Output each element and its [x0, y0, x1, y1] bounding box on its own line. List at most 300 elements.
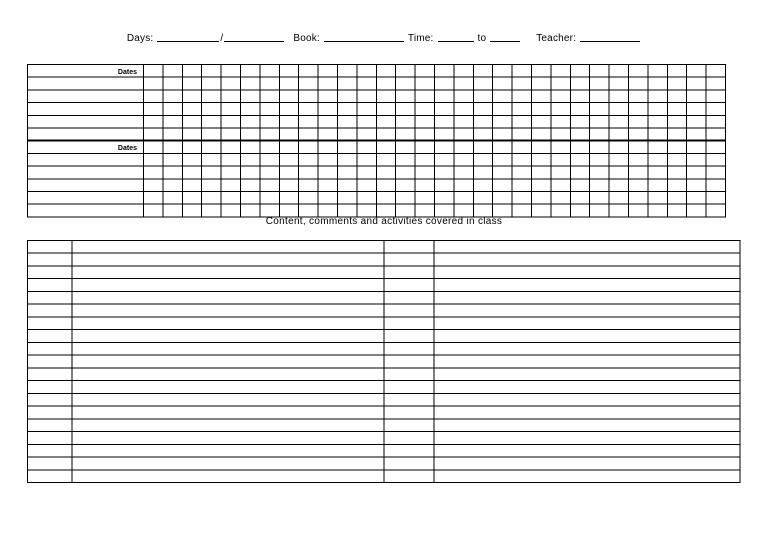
attendance-cell[interactable]: [667, 179, 686, 192]
log-comments-cell[interactable]: [434, 304, 740, 317]
attendance-cell[interactable]: [493, 77, 512, 90]
attendance-cell[interactable]: [667, 90, 686, 103]
attendance-cell[interactable]: [648, 166, 667, 179]
attendance-cell[interactable]: [260, 90, 279, 103]
log-page-cell[interactable]: [384, 368, 434, 381]
attendance-cell[interactable]: [144, 179, 163, 192]
attendance-cell[interactable]: [396, 103, 415, 116]
attendance-cell[interactable]: [667, 115, 686, 128]
log-content-cell[interactable]: [72, 317, 384, 330]
attendance-cell[interactable]: [629, 115, 648, 128]
attendance-cell[interactable]: [318, 90, 337, 103]
attendance-cell[interactable]: [667, 204, 686, 217]
attendance-cell[interactable]: [532, 103, 551, 116]
attendance-cell[interactable]: [609, 115, 628, 128]
attendance-cell[interactable]: [570, 90, 589, 103]
log-comments-cell[interactable]: [434, 457, 740, 470]
log-page-cell[interactable]: [384, 253, 434, 266]
log-comments-cell[interactable]: [434, 393, 740, 406]
attendance-cell[interactable]: [279, 166, 298, 179]
attendance-cell[interactable]: [493, 153, 512, 166]
attendance-cell[interactable]: [163, 204, 182, 217]
attendance-cell[interactable]: [629, 204, 648, 217]
attendance-cell[interactable]: [609, 128, 628, 141]
log-date-cell[interactable]: [28, 291, 73, 304]
attendance-cell[interactable]: [299, 128, 318, 141]
attendance-cell[interactable]: [551, 192, 570, 205]
attendance-cell[interactable]: [551, 179, 570, 192]
attendance-cell[interactable]: [435, 192, 454, 205]
attendance-cell[interactable]: [338, 204, 357, 217]
date-cell[interactable]: [299, 141, 318, 154]
attendance-cell[interactable]: [667, 166, 686, 179]
log-content-cell[interactable]: [72, 457, 384, 470]
attendance-cell[interactable]: [454, 128, 473, 141]
attendance-cell[interactable]: [590, 90, 609, 103]
attendance-cell[interactable]: [512, 128, 531, 141]
attendance-cell[interactable]: [454, 179, 473, 192]
date-cell[interactable]: [648, 65, 667, 78]
attendance-cell[interactable]: [318, 103, 337, 116]
attendance-cell[interactable]: [221, 77, 240, 90]
attendance-cell[interactable]: [667, 103, 686, 116]
student-name-cell[interactable]: [28, 153, 144, 166]
attendance-cell[interactable]: [551, 166, 570, 179]
log-content-cell[interactable]: [72, 470, 384, 483]
date-cell[interactable]: [590, 65, 609, 78]
attendance-cell[interactable]: [415, 115, 434, 128]
log-content-cell[interactable]: [72, 381, 384, 394]
log-content-cell[interactable]: [72, 419, 384, 432]
attendance-cell[interactable]: [338, 128, 357, 141]
log-date-cell[interactable]: [28, 432, 73, 445]
attendance-cell[interactable]: [279, 77, 298, 90]
attendance-cell[interactable]: [473, 153, 492, 166]
date-cell[interactable]: [376, 141, 395, 154]
attendance-cell[interactable]: [590, 192, 609, 205]
attendance-cell[interactable]: [590, 153, 609, 166]
attendance-cell[interactable]: [473, 204, 492, 217]
attendance-cell[interactable]: [202, 192, 221, 205]
date-cell[interactable]: [396, 141, 415, 154]
attendance-cell[interactable]: [202, 179, 221, 192]
attendance-cell[interactable]: [648, 103, 667, 116]
attendance-cell[interactable]: [551, 90, 570, 103]
attendance-cell[interactable]: [454, 204, 473, 217]
attendance-cell[interactable]: [687, 103, 706, 116]
log-date-cell[interactable]: [28, 330, 73, 343]
attendance-cell[interactable]: [338, 90, 357, 103]
attendance-cell[interactable]: [202, 103, 221, 116]
attendance-cell[interactable]: [570, 204, 589, 217]
date-cell[interactable]: [279, 141, 298, 154]
log-date-cell[interactable]: [28, 342, 73, 355]
attendance-cell[interactable]: [318, 153, 337, 166]
attendance-cell[interactable]: [512, 103, 531, 116]
attendance-cell[interactable]: [318, 179, 337, 192]
attendance-cell[interactable]: [241, 128, 260, 141]
date-cell[interactable]: [687, 141, 706, 154]
attendance-cell[interactable]: [532, 115, 551, 128]
attendance-cell[interactable]: [144, 115, 163, 128]
log-comments-cell[interactable]: [434, 279, 740, 292]
attendance-cell[interactable]: [221, 192, 240, 205]
attendance-cell[interactable]: [590, 166, 609, 179]
attendance-cell[interactable]: [318, 77, 337, 90]
attendance-cell[interactable]: [241, 179, 260, 192]
log-content-cell[interactable]: [72, 330, 384, 343]
attendance-cell[interactable]: [182, 204, 201, 217]
log-page-cell[interactable]: [384, 241, 434, 254]
date-cell[interactable]: [357, 65, 376, 78]
attendance-cell[interactable]: [376, 166, 395, 179]
attendance-cell[interactable]: [454, 192, 473, 205]
attendance-cell[interactable]: [241, 204, 260, 217]
date-cell[interactable]: [338, 65, 357, 78]
attendance-cell[interactable]: [338, 166, 357, 179]
attendance-cell[interactable]: [435, 77, 454, 90]
log-comments-cell[interactable]: [434, 291, 740, 304]
attendance-cell[interactable]: [454, 103, 473, 116]
attendance-cell[interactable]: [648, 179, 667, 192]
attendance-cell[interactable]: [182, 115, 201, 128]
attendance-cell[interactable]: [241, 115, 260, 128]
attendance-cell[interactable]: [279, 204, 298, 217]
attendance-cell[interactable]: [144, 166, 163, 179]
log-page-cell[interactable]: [384, 279, 434, 292]
log-comments-cell[interactable]: [434, 368, 740, 381]
attendance-cell[interactable]: [570, 166, 589, 179]
attendance-cell[interactable]: [202, 115, 221, 128]
log-date-cell[interactable]: [28, 355, 73, 368]
attendance-cell[interactable]: [241, 166, 260, 179]
attendance-cell[interactable]: [551, 103, 570, 116]
attendance-cell[interactable]: [435, 103, 454, 116]
attendance-cell[interactable]: [435, 153, 454, 166]
attendance-cell[interactable]: [532, 179, 551, 192]
attendance-cell[interactable]: [279, 192, 298, 205]
attendance-cell[interactable]: [396, 192, 415, 205]
attendance-cell[interactable]: [163, 153, 182, 166]
attendance-cell[interactable]: [299, 77, 318, 90]
attendance-cell[interactable]: [396, 77, 415, 90]
log-content-cell[interactable]: [72, 368, 384, 381]
log-comments-cell[interactable]: [434, 317, 740, 330]
attendance-cell[interactable]: [415, 90, 434, 103]
date-cell[interactable]: [435, 141, 454, 154]
attendance-cell[interactable]: [551, 204, 570, 217]
attendance-cell[interactable]: [182, 90, 201, 103]
attendance-cell[interactable]: [182, 166, 201, 179]
attendance-cell[interactable]: [221, 166, 240, 179]
date-cell[interactable]: [493, 65, 512, 78]
attendance-cell[interactable]: [376, 90, 395, 103]
student-name-cell[interactable]: [28, 115, 144, 128]
book-field[interactable]: [324, 32, 404, 42]
attendance-cell[interactable]: [473, 103, 492, 116]
attendance-cell[interactable]: [338, 179, 357, 192]
days-field-1[interactable]: [157, 32, 219, 42]
time-start-field[interactable]: [438, 32, 474, 42]
attendance-cell[interactable]: [687, 179, 706, 192]
attendance-cell[interactable]: [163, 179, 182, 192]
log-content-cell[interactable]: [72, 393, 384, 406]
date-cell[interactable]: [667, 141, 686, 154]
attendance-cell[interactable]: [532, 204, 551, 217]
attendance-cell[interactable]: [435, 204, 454, 217]
attendance-cell[interactable]: [279, 179, 298, 192]
attendance-cell[interactable]: [144, 204, 163, 217]
date-cell[interactable]: [551, 141, 570, 154]
attendance-cell[interactable]: [609, 204, 628, 217]
date-cell[interactable]: [609, 65, 628, 78]
attendance-cell[interactable]: [415, 153, 434, 166]
attendance-cell[interactable]: [338, 192, 357, 205]
attendance-cell[interactable]: [493, 128, 512, 141]
log-comments-cell[interactable]: [434, 406, 740, 419]
attendance-cell[interactable]: [435, 115, 454, 128]
log-comments-cell[interactable]: [434, 266, 740, 279]
log-date-cell[interactable]: [28, 266, 73, 279]
attendance-cell[interactable]: [144, 192, 163, 205]
attendance-cell[interactable]: [570, 103, 589, 116]
attendance-cell[interactable]: [493, 179, 512, 192]
log-date-cell[interactable]: [28, 368, 73, 381]
log-comments-cell[interactable]: [434, 241, 740, 254]
attendance-cell[interactable]: [454, 153, 473, 166]
attendance-cell[interactable]: [318, 204, 337, 217]
log-content-cell[interactable]: [72, 241, 384, 254]
attendance-cell[interactable]: [260, 103, 279, 116]
log-date-cell[interactable]: [28, 419, 73, 432]
date-cell[interactable]: [241, 65, 260, 78]
attendance-cell[interactable]: [493, 90, 512, 103]
attendance-cell[interactable]: [551, 128, 570, 141]
attendance-cell[interactable]: [687, 77, 706, 90]
log-comments-cell[interactable]: [434, 253, 740, 266]
log-content-cell[interactable]: [72, 304, 384, 317]
attendance-cell[interactable]: [493, 204, 512, 217]
attendance-cell[interactable]: [163, 103, 182, 116]
attendance-cell[interactable]: [667, 77, 686, 90]
attendance-cell[interactable]: [551, 77, 570, 90]
attendance-cell[interactable]: [609, 166, 628, 179]
attendance-cell[interactable]: [706, 77, 725, 90]
log-date-cell[interactable]: [28, 457, 73, 470]
attendance-cell[interactable]: [512, 90, 531, 103]
attendance-cell[interactable]: [202, 166, 221, 179]
attendance-cell[interactable]: [299, 90, 318, 103]
attendance-cell[interactable]: [687, 90, 706, 103]
attendance-cell[interactable]: [299, 103, 318, 116]
attendance-cell[interactable]: [357, 128, 376, 141]
date-cell[interactable]: [454, 65, 473, 78]
attendance-cell[interactable]: [415, 77, 434, 90]
attendance-cell[interactable]: [260, 204, 279, 217]
date-cell[interactable]: [667, 65, 686, 78]
attendance-cell[interactable]: [629, 128, 648, 141]
attendance-cell[interactable]: [163, 192, 182, 205]
date-cell[interactable]: [570, 141, 589, 154]
attendance-cell[interactable]: [512, 166, 531, 179]
attendance-cell[interactable]: [260, 115, 279, 128]
date-cell[interactable]: [396, 65, 415, 78]
date-cell[interactable]: [532, 65, 551, 78]
attendance-cell[interactable]: [648, 77, 667, 90]
attendance-cell[interactable]: [357, 103, 376, 116]
attendance-cell[interactable]: [357, 204, 376, 217]
attendance-cell[interactable]: [473, 90, 492, 103]
attendance-cell[interactable]: [144, 153, 163, 166]
attendance-cell[interactable]: [299, 192, 318, 205]
student-name-cell[interactable]: [28, 192, 144, 205]
date-cell[interactable]: [648, 141, 667, 154]
date-cell[interactable]: [415, 141, 434, 154]
attendance-cell[interactable]: [706, 166, 725, 179]
attendance-cell[interactable]: [551, 153, 570, 166]
attendance-cell[interactable]: [396, 166, 415, 179]
attendance-cell[interactable]: [667, 153, 686, 166]
attendance-cell[interactable]: [590, 115, 609, 128]
date-cell[interactable]: [473, 141, 492, 154]
attendance-cell[interactable]: [687, 128, 706, 141]
attendance-cell[interactable]: [706, 128, 725, 141]
log-page-cell[interactable]: [384, 266, 434, 279]
log-content-cell[interactable]: [72, 432, 384, 445]
log-date-cell[interactable]: [28, 304, 73, 317]
attendance-cell[interactable]: [279, 90, 298, 103]
attendance-cell[interactable]: [512, 153, 531, 166]
attendance-cell[interactable]: [629, 179, 648, 192]
log-date-cell[interactable]: [28, 444, 73, 457]
attendance-cell[interactable]: [512, 77, 531, 90]
attendance-cell[interactable]: [163, 77, 182, 90]
attendance-cell[interactable]: [512, 204, 531, 217]
attendance-cell[interactable]: [182, 192, 201, 205]
attendance-cell[interactable]: [706, 192, 725, 205]
attendance-cell[interactable]: [279, 128, 298, 141]
attendance-cell[interactable]: [376, 192, 395, 205]
log-comments-cell[interactable]: [434, 444, 740, 457]
date-cell[interactable]: [318, 65, 337, 78]
attendance-cell[interactable]: [454, 166, 473, 179]
attendance-cell[interactable]: [609, 179, 628, 192]
attendance-cell[interactable]: [357, 90, 376, 103]
student-name-cell[interactable]: [28, 204, 144, 217]
attendance-cell[interactable]: [532, 192, 551, 205]
attendance-cell[interactable]: [202, 153, 221, 166]
attendance-cell[interactable]: [532, 128, 551, 141]
attendance-cell[interactable]: [260, 179, 279, 192]
log-date-cell[interactable]: [28, 317, 73, 330]
log-page-cell[interactable]: [384, 419, 434, 432]
log-page-cell[interactable]: [384, 317, 434, 330]
attendance-cell[interactable]: [318, 128, 337, 141]
attendance-cell[interactable]: [221, 153, 240, 166]
log-comments-cell[interactable]: [434, 381, 740, 394]
date-cell[interactable]: [687, 65, 706, 78]
attendance-cell[interactable]: [454, 77, 473, 90]
date-cell[interactable]: [182, 141, 201, 154]
date-cell[interactable]: [221, 65, 240, 78]
attendance-cell[interactable]: [376, 204, 395, 217]
attendance-cell[interactable]: [260, 128, 279, 141]
attendance-cell[interactable]: [667, 192, 686, 205]
attendance-cell[interactable]: [687, 166, 706, 179]
attendance-cell[interactable]: [415, 166, 434, 179]
log-page-cell[interactable]: [384, 406, 434, 419]
attendance-cell[interactable]: [435, 166, 454, 179]
attendance-cell[interactable]: [590, 128, 609, 141]
attendance-cell[interactable]: [241, 90, 260, 103]
date-cell[interactable]: [338, 141, 357, 154]
date-cell[interactable]: [376, 65, 395, 78]
date-cell[interactable]: [202, 65, 221, 78]
attendance-cell[interactable]: [493, 115, 512, 128]
attendance-cell[interactable]: [221, 128, 240, 141]
attendance-cell[interactable]: [648, 204, 667, 217]
attendance-cell[interactable]: [163, 115, 182, 128]
date-cell[interactable]: [241, 141, 260, 154]
attendance-cell[interactable]: [415, 128, 434, 141]
attendance-cell[interactable]: [493, 192, 512, 205]
attendance-cell[interactable]: [299, 153, 318, 166]
attendance-cell[interactable]: [454, 115, 473, 128]
attendance-cell[interactable]: [512, 192, 531, 205]
attendance-cell[interactable]: [299, 166, 318, 179]
log-page-cell[interactable]: [384, 342, 434, 355]
attendance-cell[interactable]: [357, 192, 376, 205]
attendance-cell[interactable]: [144, 103, 163, 116]
log-page-cell[interactable]: [384, 470, 434, 483]
attendance-cell[interactable]: [473, 166, 492, 179]
attendance-cell[interactable]: [260, 77, 279, 90]
attendance-cell[interactable]: [706, 179, 725, 192]
attendance-cell[interactable]: [609, 153, 628, 166]
days-field-2[interactable]: [224, 32, 284, 42]
attendance-cell[interactable]: [551, 115, 570, 128]
date-cell[interactable]: [551, 65, 570, 78]
attendance-cell[interactable]: [163, 166, 182, 179]
attendance-cell[interactable]: [279, 115, 298, 128]
log-comments-cell[interactable]: [434, 342, 740, 355]
attendance-cell[interactable]: [435, 128, 454, 141]
attendance-cell[interactable]: [648, 128, 667, 141]
attendance-cell[interactable]: [473, 77, 492, 90]
attendance-cell[interactable]: [648, 115, 667, 128]
attendance-cell[interactable]: [590, 103, 609, 116]
attendance-cell[interactable]: [338, 115, 357, 128]
attendance-cell[interactable]: [609, 192, 628, 205]
attendance-cell[interactable]: [202, 204, 221, 217]
log-content-cell[interactable]: [72, 253, 384, 266]
attendance-cell[interactable]: [532, 153, 551, 166]
date-cell[interactable]: [629, 65, 648, 78]
date-cell[interactable]: [473, 65, 492, 78]
log-content-cell[interactable]: [72, 291, 384, 304]
attendance-cell[interactable]: [318, 166, 337, 179]
date-cell[interactable]: [415, 65, 434, 78]
attendance-cell[interactable]: [144, 90, 163, 103]
attendance-cell[interactable]: [648, 192, 667, 205]
log-page-cell[interactable]: [384, 330, 434, 343]
attendance-cell[interactable]: [182, 153, 201, 166]
date-cell[interactable]: [512, 141, 531, 154]
attendance-cell[interactable]: [473, 128, 492, 141]
date-cell[interactable]: [532, 141, 551, 154]
attendance-cell[interactable]: [241, 192, 260, 205]
attendance-cell[interactable]: [473, 179, 492, 192]
